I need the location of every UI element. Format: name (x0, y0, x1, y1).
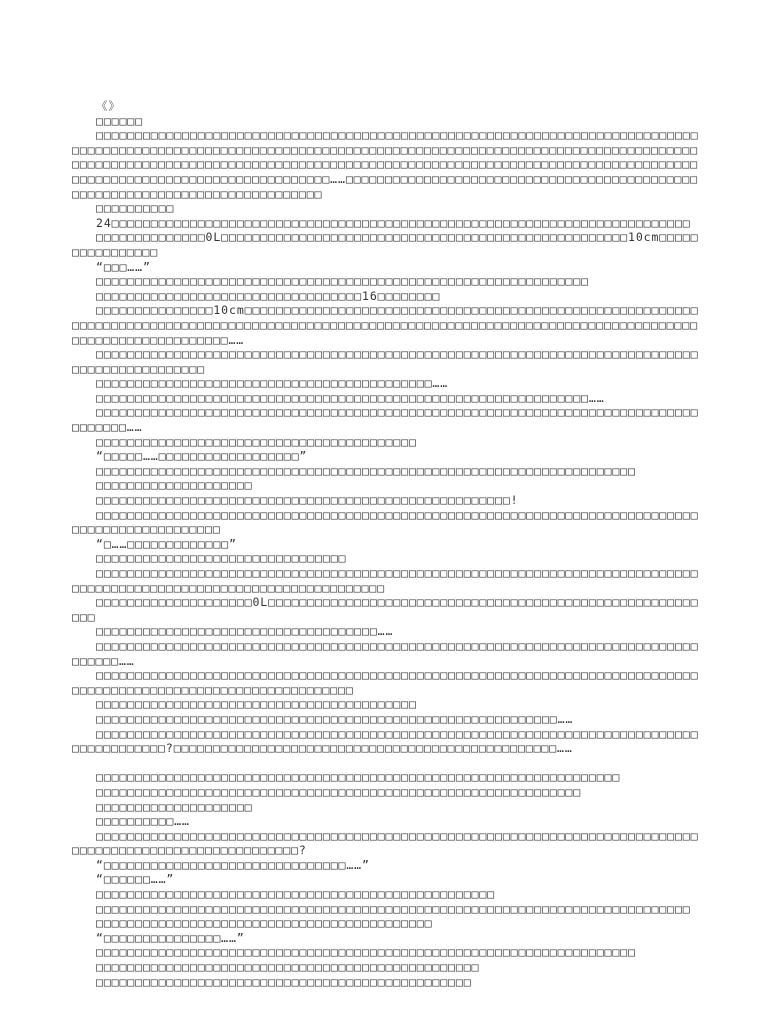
paragraph: □□□□□□□□□□□□□□□□□□□□□□□□□□□□□□□□□□□□□□□□□□□ (96, 916, 433, 931)
paragraph: □□□□□□□□□□□□□□□□□□□□□□□□□□□□□□□□□□□□□□□□□□□□□□□□□□□□□□□□□□□□□□□□□□□□□□□□□□□□□□□□□□□…… (72, 638, 699, 668)
paragraph: □□□□□□□□□□□□□□□□□□□□□□□□□□□□□□□□□□□□□□□□□□□□□□□□□□□□□! (96, 493, 519, 508)
document-body (72, 99, 700, 989)
chapter-heading: □□□□□□ (96, 113, 143, 128)
paragraph: □□□□□□□□□□□□□□□□□□□□□□□□□□□□□□□□□□□□□□□□□ (96, 434, 417, 449)
paragraph: □□□□□□□□□□□□□□□□□□□□ (96, 478, 253, 493)
paragraph: □□□□□□□□□□□□□□□□□□□□□□□□□□□□□□□□□□□□□□□□□□□□□□□□□□□□□□□□□□□□□□□ (96, 274, 589, 289)
paragraph: □□□□□□□□□□□□□□□□□□□□□□□□□□□□□□□□□□16□□□□□□□□ (96, 288, 441, 303)
paragraph: □□□□□□□□□□□□□□□□□□□□□□□□□□□□□□□□□□□□□□□□□□□□□□□□□□□□□□□□□□□□□□□□□□□□□ (96, 463, 636, 478)
dialogue-line: “□□□□□……□□□□□□□□□□□□□□□□□□” (96, 449, 308, 464)
dialogue-line: “□□□□□□□□□□□□□□□□□□□□□□□□□□□□□□□……” (96, 857, 370, 872)
dialogue-line: “□□□……” (96, 259, 151, 274)
dialogue-line: “□□□□□□□□□□□□□□□……” (96, 930, 245, 945)
paragraph: □□□□□□□□□□□□□□□□□□□□0L□□□□□□□□□□□□□□□□□□□□□□□□□□□□□□□□□□□□□□□□□□□□□□□□□□□□□□□□□□ (72, 595, 699, 624)
paragraph: □□□□□□□□□□□□□□□□□□□□□□□□□□□□□□□□□□□□□□□□□ (96, 697, 417, 712)
paragraph: □□□□□□□□□□□□□□□□□□□□□□□□□□□□□□□□□□□□□□□□□□□□□□□□□□□□□□□□□□□□□□□□□□□□□□□□□□□□□□□□□□□□□□□□□□□□□□□□□□□□□□□□□□□□□□□□□□□□□□□□□□□□□□□□□□□□□□□□□□□□□□□□□□□□□□□□□□□□□□□□□□□□□□□□□□□□□□□□□□□□□□□□□□□□□□□□□□□□□□□□□□□□□□□□□□□□□□□□□□□□□□□□□□□□□□□□□□□□□□□□□□□□□□□□□□□□□□□□□□□□□□□□□□□□□□……□□□□□□□□□□□□□□□□□□□□□□□□□□□□□□□□□□□□□□□□□□□□□□□□□□□□□□□□□□□□□□□□□□□□□□□□□□□□□ (72, 128, 699, 201)
paragraph: □□□□□□□□□□□□□□□□□□□□□□□□□□□□□□□□□□□□…… (96, 624, 394, 639)
paragraph: □□□□□□□□□□□□□□□□□□□□□□□□□□□□□□□□□□□□□□□□□□□□□□□□ (96, 974, 472, 989)
paragraph: □□□□□□□□□□□□□□□□□□□□□□□□□□□□□□□□□□□□□□□□□□□…… (96, 376, 449, 391)
paragraph: □□□□□□□□□□□□□□□□□□□□□□□□□□□□□□□□□□□□□□□□□□□□□□□□□□□□□□□□□□□□□□□□□□□□□□□□□□□□□□□□□□□□□□□□□?□□□□□□□□□□□□□□□□□□□□□□□□□□□□□□□□□□□□□□□□□□□□□□□□□…… (72, 726, 699, 756)
document-title: 《》 (96, 99, 121, 113)
blank-line (72, 756, 700, 771)
paragraph: □□□□□□□□□□□□□□□□□□□□□□□□□□□□□□□□□□□□□□□□□□□□□□□□□□□□□□□□□□□□□□□□□□□□□□□□□□□□□□□□□□□□…… (72, 405, 699, 435)
paragraph: □□□□□□□□□□□□□□□□□□□□□□□□□□□□□□□□□□□□□□□□□□□□□□□□□□□□□□□□□□□…… (96, 711, 574, 726)
paragraph: □□□□□□□□□□□□□□□□□□□□□□□□□□□□□□□□□□□□□□□□□□□□□□□□□□□ (96, 887, 496, 902)
paragraph: □□□□□□□□□□□□□□□□□□□□□□□□□□□□□□□□□□□□□□□□□□□□□□□□□ (96, 960, 480, 975)
paragraph: □□□□□□□□□□□□□□□□□□□□□□□□□□□□□□□□□□□□□□□□□□□□□□□□□□□□□□□□□□□□□□□□□□□□□□□□□□□□□□□□□□□□□□□□□□□□□□□□□□□□□□□□□□□□□□□□□ (72, 668, 699, 697)
paragraph: □□□□□□□□□□□□□□0L□□□□□□□□□□□□□□□□□□□□□□□□□□□□□□□□□□□□□□□□□□□□□□□□□□□□10cm□□□□□□□□□□□□□□□□ (72, 230, 699, 259)
paragraph: 24□□□□□□□□□□□□□□□□□□□□□□□□□□□□□□□□□□□□□□□□□□□□□□□□□□□□□□□□□□□□□□□□□□□□□□□□□□ (96, 215, 691, 230)
paragraph: □□□□□□□□□□□□□□□□□□□□□□□□□□□□□□□□□□□□□□□□□□□□□□□□□□□□□□□□□□□□□□□□□□□□□□□□□□□□□□□□□□□□□□□□□□□□□□ (72, 347, 699, 376)
paragraph: □□□□□□□□□□□□□□□□□□□□□□□□□□□□□□□□□□□□□□□□□□□□□□□□□□□□□□□□□□□□□□□□□□□□□ (96, 945, 636, 960)
dialogue-line: “□□□□□□……” (96, 872, 175, 887)
paragraph: □□□□□□□□□□□□□□□□□□□□□□□□□□□□□□□□□□□□□□□□□□□□□□□□□□□□□□□□□□□□□□□□□□□□□□□□□□□□ (96, 901, 691, 916)
paragraph: □□□□□□□□□□□□□□□□□□□□□□□□□□□□□□□□□□□□□□□□□□□□□□□□□□□□□□□□□□□□□□□…… (96, 390, 605, 405)
paragraph: □□□□□□□□□□□□□□□□□□□□□□□□□□□□□□□□□□□□□□□□□□□□□□□□□□□□□□□□□□□□□□□□□□□□□□□□□□□□□□□□□□□□□□□□□□□□□□□□□□□□□□□□□□□□□□□□□□□□□ (72, 566, 699, 595)
paragraph: □□□□□□□□□□□□□□□□□□□□□□□□□□□□□□□□□□□□□□□□□□□□□□□□□□□□□□□□□□□□□□□□□□□□□□□□□□□□□□□□□□□□□□□□□□□□□□□□ (72, 507, 699, 537)
dialogue-line: “□……□□□□□□□□□□□□□” (96, 536, 237, 551)
paragraph: □□□□□□□□□□□□□□□10cm□□□□□□□□□□□□□□□□□□□□□□□□□□□□□□□□□□□□□□□□□□□□□□□□□□□□□□□□□□□□□□□□□□□□□□□□□□□□□□□□□□□□□□□□□□□□□□□□□□□□□□□□□□□□□□□□□□□□□□□□□□□□□□□□□□□□□□□□□□□□□□□□□□□□□□□□□□□□□□…… (72, 303, 699, 347)
paragraph: □□□□□□□□□□…… (96, 814, 190, 829)
paragraph: □□□□□□□□□□□□□□□□□□□□ (96, 799, 253, 814)
paragraph: □□□□□□□□□□□□□□□□□□□□□□□□□□□□□□□□□□□□□□□□□□□□□□□□□□□□□□□□□□□□□□□□□□□ (96, 770, 621, 785)
paragraph: □□□□□□□□□□□□□□□□□□□□□□□□□□□□□□□□ (96, 551, 347, 566)
section-heading: □□□□□□□□□□ (96, 201, 175, 216)
paragraph: □□□□□□□□□□□□□□□□□□□□□□□□□□□□□□□□□□□□□□□□□□□□□□□□□□□□□□□□□□□□□□ (96, 784, 582, 799)
paragraph: □□□□□□□□□□□□□□□□□□□□□□□□□□□□□□□□□□□□□□□□□□□□□□□□□□□□□□□□□□□□□□□□□□□□□□□□□□□□□□□□□□□□□□□□□□□□□□□□□□□□□□□□□□? (72, 828, 699, 858)
